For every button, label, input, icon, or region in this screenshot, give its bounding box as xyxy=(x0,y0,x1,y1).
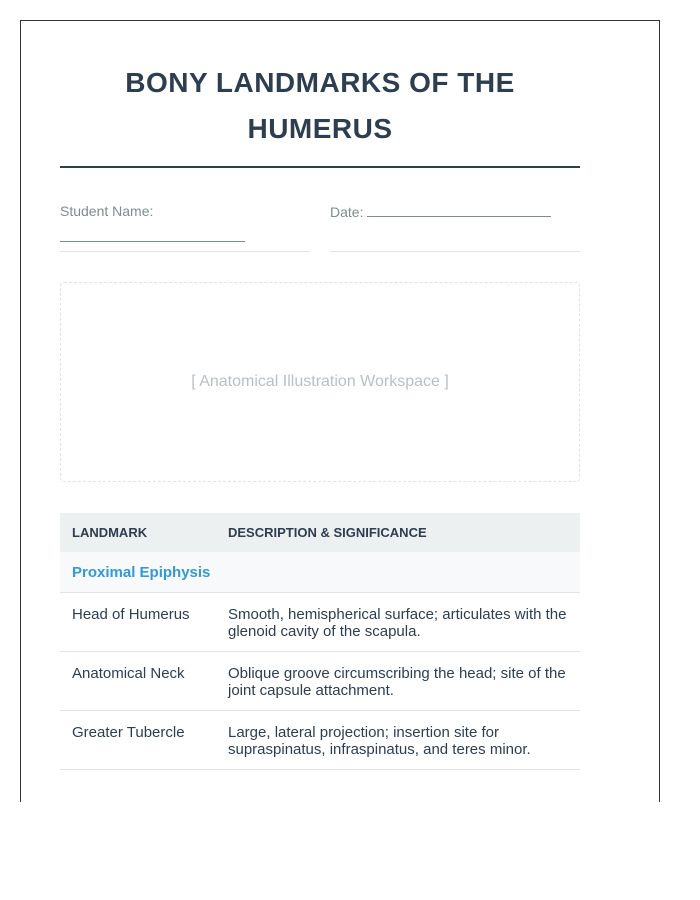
landmark-cell: Head of Humerus xyxy=(60,593,216,652)
column-header-description: DESCRIPTION & SIGNIFICANCE xyxy=(216,513,580,552)
workspace-placeholder: [ Anatomical Illustration Workspace ] xyxy=(191,373,449,390)
description-cell: Large, lateral projection; insertion site for supraspinatus, infraspinatus, and teres minor. xyxy=(216,711,580,770)
page-title: BONY LANDMARKS OF THE HUMERUS xyxy=(60,60,580,168)
column-header-landmark: LANDMARK xyxy=(60,513,216,552)
landmarks-table xyxy=(60,513,580,770)
table-header-row xyxy=(60,513,580,552)
section-row xyxy=(60,552,580,593)
landmark-cell: Greater Tubercle xyxy=(60,711,216,770)
description-cell: Smooth, hemispherical surface; articulates with the glenoid cavity of the scapula. xyxy=(216,593,580,652)
description-cell: Oblique groove circumscribing the head; site of the joint capsule attachment. xyxy=(216,652,580,711)
student-name-field[interactable] xyxy=(60,202,310,252)
table-row xyxy=(60,652,580,711)
student-name-blank[interactable] xyxy=(60,221,245,242)
table-row xyxy=(60,711,580,770)
date-blank[interactable] xyxy=(367,202,551,217)
landmark-cell: Anatomical Neck xyxy=(60,652,216,711)
table-row xyxy=(60,593,580,652)
date-label: Date: xyxy=(330,204,364,220)
section-title: Proximal Epiphysis xyxy=(60,552,580,593)
date-field[interactable] xyxy=(330,202,580,252)
illustration-workspace[interactable] xyxy=(60,282,580,482)
student-name-label: Student Name: xyxy=(60,203,154,219)
